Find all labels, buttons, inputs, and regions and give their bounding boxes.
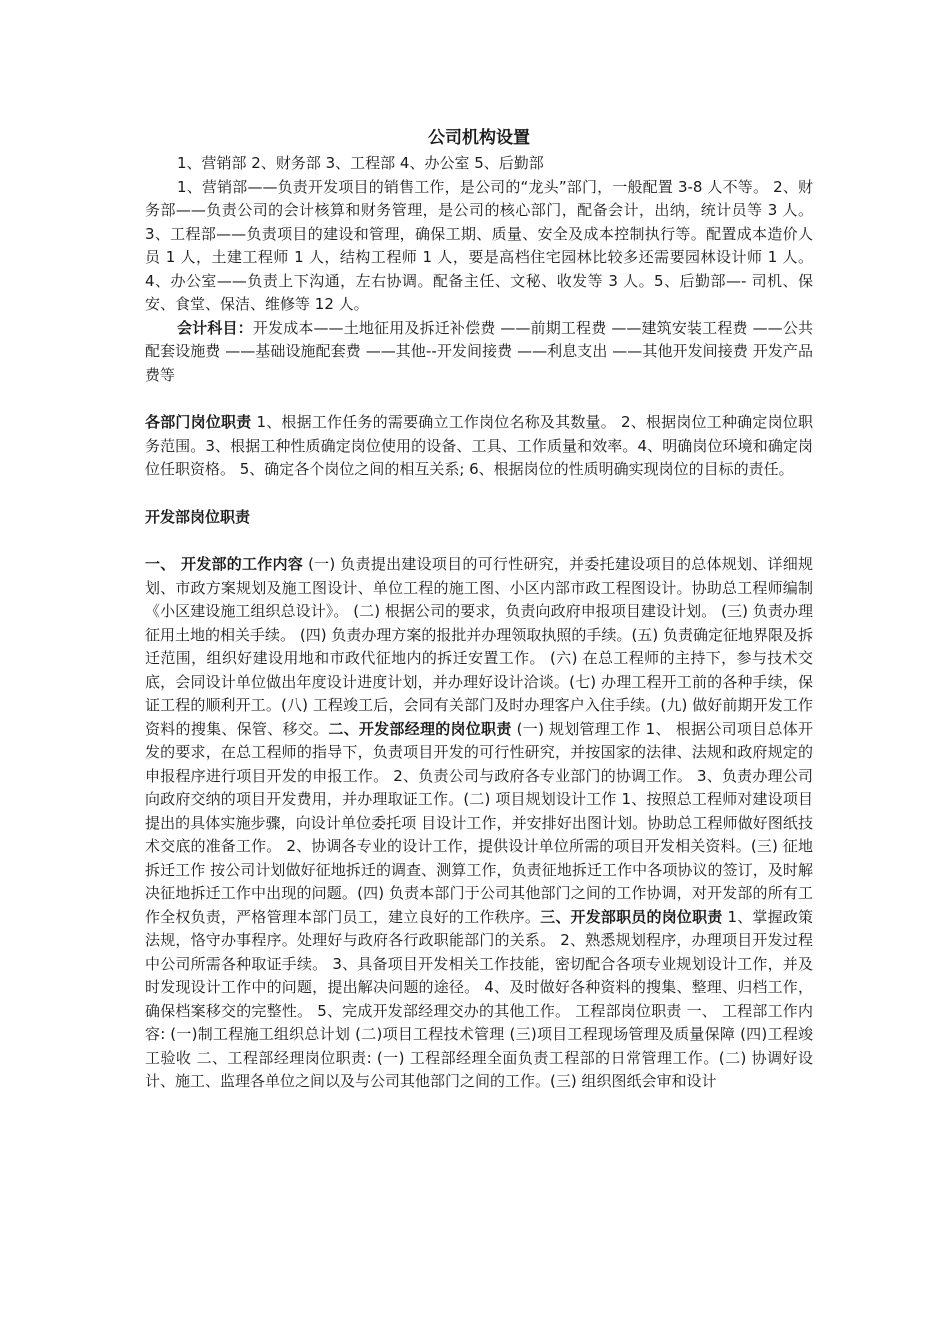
dev-section-3-text: 1、掌握政策法规，恪守办事程序。处理好与政府各行政职能部门的关系。 2、熟悉规划程序，办理项目开发过程中公司所需各种取证手续。 3、具备项目开发相关工作技能，密切配合各项专业规划设计工作，并及时发现设计工作中的问题，提出解决问题的途径。 4、及时做好各种资料的搜集、整理、归档工作，确保档案移交的完整性。 5、完成开发部经理交办的其他工作。 工程部岗位职责 一、 工程部工作内容: (一)制工程施工组织总计划 (二)项目工程技术管理 (三)项目工程现场管理及质量保障 (四)工程竣工验收 二、工程部经理岗位职责: (一) 工程部经理全面负责工程部的日常管理工作。(二) 协调好设计、施工、监理各单位之间以及与公司其他部门之间的工作。(三) 组织图纸会审和设计 bbox=[145, 907, 813, 1090]
dev-section-1-text: (一) 负责提出建设项目的可行性研究，并委托建设项目的总体规划、详细规划、市政方案规划及施工图设计、单位工程的施工图、小区内部市政工程图设计。协助总工程师编制《小区建设施工组织总设计》。 (二) 根据公司的要求，负责向政府申报项目建设计划。 (三) 负责办理征用土地的相关手续。 (四) 负责办理方案的报批并办理领取执照的手续。(五) 负责确定征地界限及拆迁范围，组织好建设用地和市政代征地内的拆迁安置工作。 (六) 在总工程师的主持下，参与技术交底，会同设计单位做出年度设计进度计划，并办理好设计洽谈。(七) 办理工程开工前的各种手续，保证工程的顺利开工。(八) 工程竣工后，会同有关部门及时办理客户入住手续。(九) 做好前期开发工作资料的搜集、保管、移交。 bbox=[145, 555, 813, 738]
spacer bbox=[145, 482, 813, 506]
accounting-subjects-paragraph bbox=[145, 317, 813, 388]
dev-section-3-heading: 三、开发部职员的岗位职责 bbox=[540, 907, 723, 926]
document-page bbox=[145, 126, 813, 1094]
dev-section-2-heading: 二、开发部经理的岗位职责 bbox=[328, 719, 512, 738]
dev-section-2-text: (一) 规划管理工作 1、 根据公司项目总体开发的要求，在总工程师的指导下，负责项目开发的可行性研究，并按国家的法律、法规和政府规定的申报程序进行项目开发的申报工作。 2、负责公司与政府各专业部门的协调工作。 3、负责办理公司向政府交纳的项目开发费用，并办理取证工作。(二) 项目规划设计工作 1、按照总工程师对建设项目提出的具体实施步骤，向设计单位委托项 目设计工作，并安排好出图计划。协助总工程师做好图纸技术交底的准备工作。 2、协调各专业的设计工作，提供设计单位所需的项目开发相关资料。(三) 征地拆迁工作 按公司计划做好征地拆迁的调查、测算工作，负责征地拆迁工作中各项协议的签订，及时解决征地拆迁工作中出现的问题。(四) 负责本部门于公司其他部门之间的工作协调，对开发部的所有工作全权负责，严格管理本部门员工，建立良好的工作秩序。 bbox=[145, 719, 813, 926]
page-title: 公司机构设置 bbox=[428, 128, 530, 148]
dev-section-1-heading: 一、 开发部的工作内容 bbox=[145, 555, 304, 573]
department-list: 1、营销部 2、财务部 3、工程部 4、办公室 5、后勤部 bbox=[177, 154, 544, 172]
department-description: 1、营销部——负责开发项目的销售工作，是公司的“龙头”部门，一般配置 3-8 人不等。 2、财务部——负责公司的会计核算和财务管理，是公司的核心部门，配备会计，出纳，统计员等 3 人。3、工程部——负责项目的建设和管理，确保工期、质量、安全及成本控制执行等。配置成本造价人员 1 人，土建工程师 1 人，结构工程师 1 人，要是高档住宅园林比较多还需要园林设计师 1 人。4、办公室——负责上下沟通，左右协调。配备主任、文秘、收发等 3 人。5、后勤部—- 司机、保安、食堂、保洁、维修等 12 人。 bbox=[145, 177, 813, 313]
accounting-subjects-label: 会计科目： bbox=[177, 318, 253, 337]
dev-dept-body bbox=[145, 553, 813, 1094]
dev-dept-heading: 开发部岗位职责 bbox=[145, 507, 251, 526]
spacer bbox=[145, 387, 813, 411]
department-duties-label: 各部门岗位职责 bbox=[145, 413, 252, 431]
department-duties-paragraph bbox=[145, 411, 813, 482]
spacer bbox=[145, 529, 813, 553]
department-duties-text: 1、根据工作任务的需要确立工作岗位名称及其数量。 2、根据岗位工种确定岗位职务范围。3、根据工种性质确定岗位使用的设备、工具、工作质量和效率。4、明确岗位环境和确定岗位任职资格。 5、确定各个岗位之间的相互关系; 6、根据岗位的性质明确实现岗位的目标的责任。 bbox=[145, 413, 813, 478]
accounting-subjects-text: 开发成本——土地征用及拆迁补偿费 ——前期工程费 ——建筑安装工程费 ——公共配套设施费 ——基础设施配套费 ——其他--开发间接费 ——利息支出 ——其他开发间接费 开发产品费等 bbox=[145, 318, 813, 384]
